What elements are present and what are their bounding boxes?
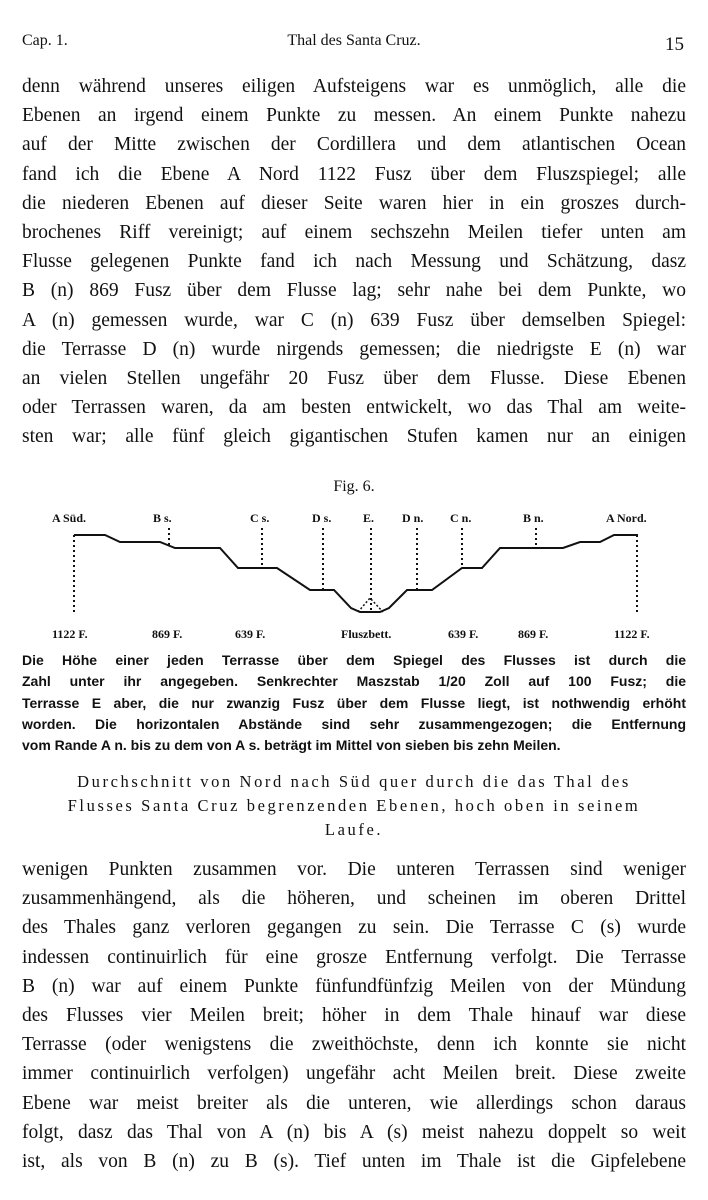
text-line: A (n) gemessen wurde, war C (n) 639 Fusz über demselben Spiegel: xyxy=(22,309,686,331)
label-a-sued: A Süd. xyxy=(52,511,87,525)
label-b-n: B n. xyxy=(523,511,544,525)
figure-caption xyxy=(22,650,686,756)
text-line: oder Terrassen waren, da am besten entwickelt, wo das Thal am weite- xyxy=(22,397,686,419)
text-line: wenigen Punkten zusammen vor. Die unteren Terrassen sind weniger xyxy=(22,859,686,880)
caption-line: worden. Die horizontalen Abstände sind sehr zusammengezogen; die Entfernung xyxy=(22,715,686,732)
label-d-n: D n. xyxy=(402,511,424,525)
text-line: B (n) war auf einem Punkte fünfundfünfzig Meilen von der Mündung xyxy=(22,975,686,997)
page-number: 15 xyxy=(665,34,684,55)
height-a-sued: 1122 F. xyxy=(52,627,88,641)
height-river-bed: Fluszbett. xyxy=(341,627,392,641)
label-a-nord: A Nord. xyxy=(606,511,647,525)
figure-subtitle xyxy=(22,770,686,842)
label-e: E. xyxy=(363,511,375,525)
cross-section-diagram xyxy=(40,500,690,650)
subtitle-line: Flusses Santa Cruz begrenzenden Ebenen, hoch oben in seinem xyxy=(67,796,641,815)
height-c-n: 639 F. xyxy=(448,627,479,641)
text-line: brochenes Riff vereinigt; auf einem sechszehn Meilen tiefer unten am xyxy=(22,222,686,244)
subtitle-line: Laufe. xyxy=(324,820,384,839)
height-b-s: 869 F. xyxy=(152,627,183,641)
text-line: indessen continuirlich für eine grosze Entfernung verfolgt. Die Terrasse xyxy=(22,946,686,968)
vertical-markers xyxy=(74,528,637,612)
label-d-s: D s. xyxy=(312,511,332,525)
paragraph-top xyxy=(22,72,686,452)
caption-line: Die Höhe einer jeden Terrasse über dem Spiegel des Flusses ist durch die xyxy=(22,652,686,668)
text-line: folgt, dasz das Thal von A (n) bis A (s) meist nahezu doppelt so weit xyxy=(22,1121,686,1143)
text-line: ist, als von B (n) zu B (s). Tief unten im Thale ist die Gipfelebene xyxy=(22,1151,686,1173)
height-a-nord: 1122 F. xyxy=(614,627,650,641)
text-line: denn während unseres eiligen Aufsteigens war es unmöglich, alle die xyxy=(22,76,686,97)
caption-line: vom Rande A n. bis zu dem von A s. beträgt im Mittel von sieben bis zehn Meilen. xyxy=(22,737,561,754)
text-line: an vielen Stellen ungefähr 20 Fusz über dem Flusse. Diese Ebenen xyxy=(22,368,686,390)
text-line: sten war; alle fünf gleich gigantischen Stufen kamen nur an einigen xyxy=(22,426,686,448)
text-line: Ebene war meist breiter als die unteren, wie allerdings schon daraus xyxy=(22,1092,686,1114)
caption-line: Zahl unter ihr angegeben. Senkrechter Maszstab 1/20 Zoll auf 100 Fusz; die xyxy=(22,673,686,690)
terrace-profile xyxy=(74,535,638,612)
height-c-s: 639 F. xyxy=(235,627,266,641)
running-header xyxy=(22,28,686,58)
terrace-cross-section-figure xyxy=(40,500,690,650)
text-line: Ebenen an irgend einem Punkte zu messen. An einem Punkte nahezu xyxy=(22,105,686,127)
text-line: die Terrasse D (n) wurde nirgends gemessen; die niedrigste E (n) war xyxy=(22,338,686,360)
text-line: fand ich die Ebene A Nord 1122 Fusz über dem Fluszspiegel; alle xyxy=(22,163,686,185)
chapter-label: Cap. 1. xyxy=(22,32,68,49)
text-line: zusammenhängend, als die höheren, und scheinen im oberen Drittel xyxy=(22,888,686,910)
height-b-n: 869 F. xyxy=(518,627,549,641)
text-line: des Flusses vier Meilen breit; höher in dem Thale hinauf war diese xyxy=(22,1005,686,1027)
text-line: auf der Mitte zwischen der Cordillera und dem atlantischen Ocean xyxy=(22,134,686,156)
subtitle-line: Durchschnitt von Nord nach Süd quer durch die das Thal des xyxy=(77,772,631,791)
text-line: des Thales ganz verloren gegangen zu sein. Die Terrasse C (s) wurde xyxy=(22,917,686,939)
text-line: die niederen Ebenen auf dieser Seite waren hier in ein groszes durch- xyxy=(22,192,686,214)
figure-title: Fig. 6. xyxy=(333,478,375,495)
label-b-s: B s. xyxy=(153,511,172,525)
bottom-labels xyxy=(52,627,650,641)
top-labels xyxy=(52,511,647,525)
caption-line: Terrasse E aber, die nur zwanzig Fusz über dem Flusse liegt, ist nothwendig erhöht xyxy=(22,694,686,711)
running-title: Thal des Santa Cruz. xyxy=(287,32,421,49)
text-line: B (n) 869 Fusz über dem Flusse lag; sehr nahe bei dem Punkte, wo xyxy=(22,280,686,302)
paragraph-bottom xyxy=(22,855,686,1176)
label-c-n: C n. xyxy=(450,511,472,525)
text-line: Terrasse (oder wenigstens die zweithöchste, denn ich konnte sie nicht xyxy=(22,1034,686,1056)
text-line: Flusse gelegenen Punkte fand ich nach Messung und Schätzung, dasz xyxy=(22,251,686,273)
text-line: immer continuirlich verfolgen) ungefähr acht Meilen breit. Diese zweite xyxy=(22,1063,686,1085)
label-c-s: C s. xyxy=(250,511,270,525)
